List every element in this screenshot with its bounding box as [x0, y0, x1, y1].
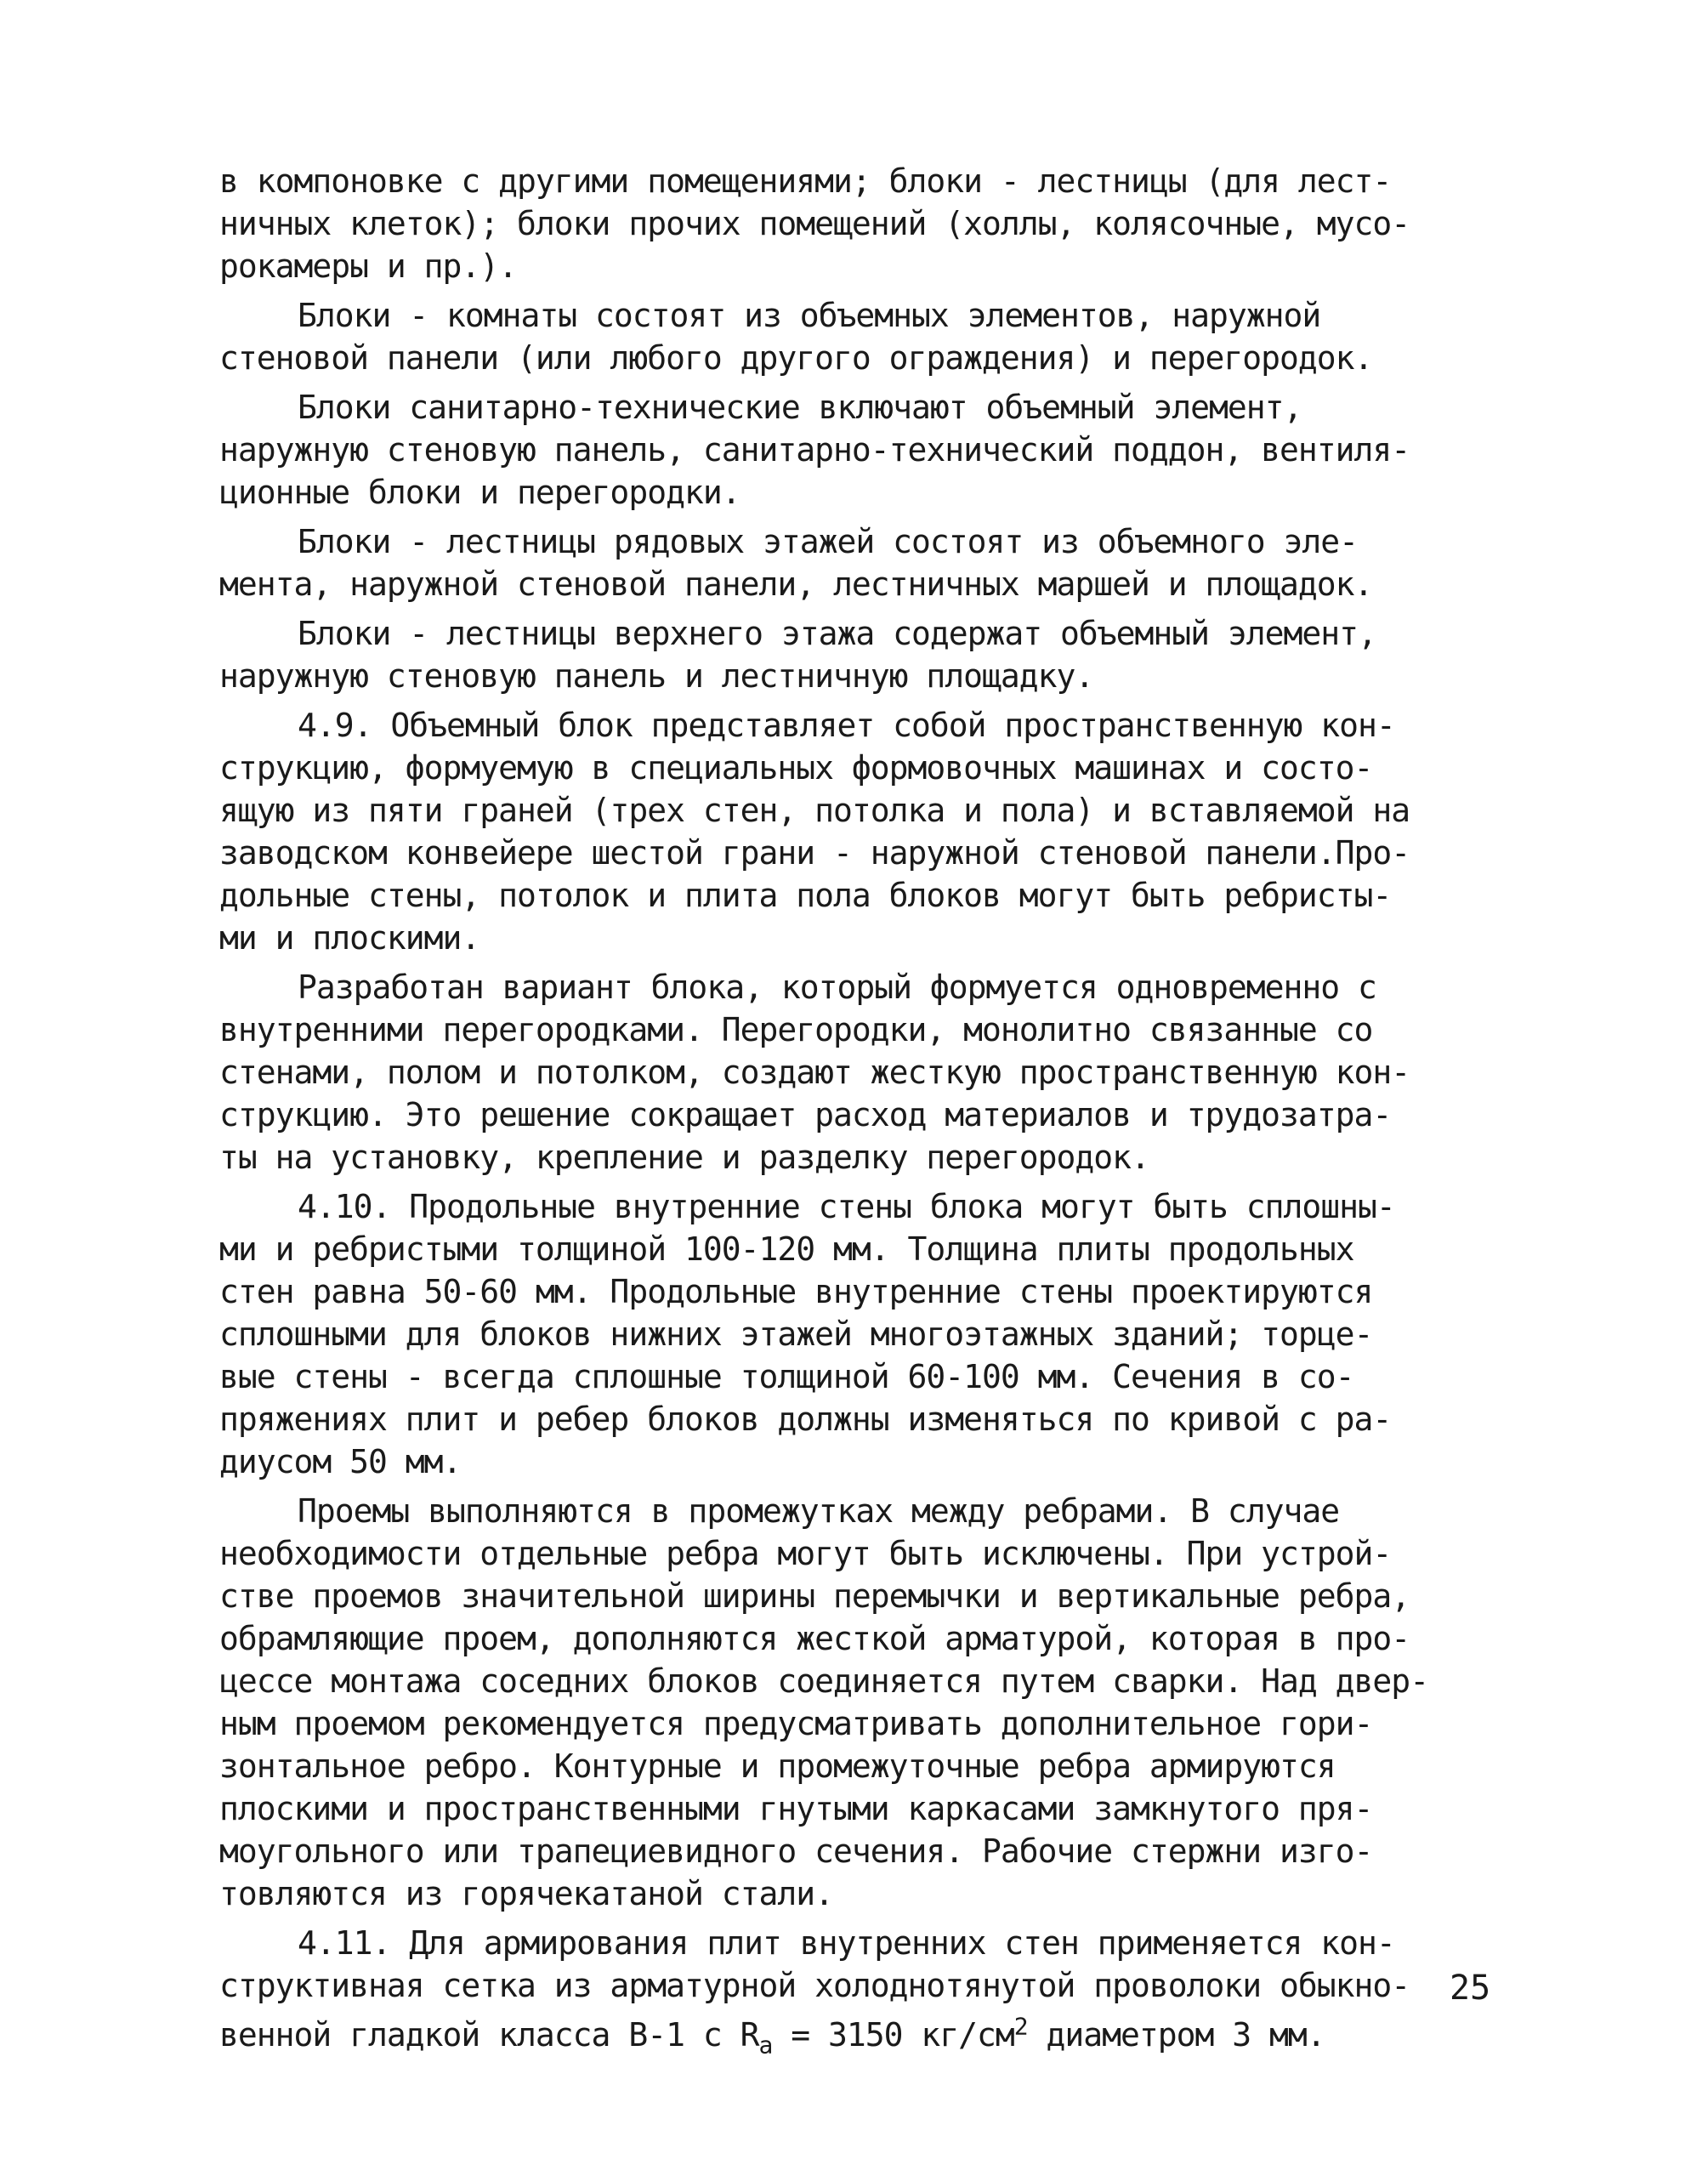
text-line: наружную стеновую панель, санитарно-технический поддон, вентиля- — [219, 431, 1410, 469]
text-line: обрамляющие проем, дополняются жесткой арматурой, которая в про- — [219, 1620, 1410, 1657]
text-line: ты на установку, крепление и разделку перегородок. — [219, 1139, 1149, 1176]
text-line: сплошными для блоков нижних этажей многоэтажных зданий; торце- — [219, 1315, 1373, 1353]
text-line: товляются из горячекатаной стали. — [219, 1875, 833, 1912]
text-line: стен равна 50-60 мм. Продольные внутренние стены проектируются — [219, 1273, 1373, 1310]
paragraph — [219, 612, 1495, 697]
text-line: наружную стеновую панель и лестничную площадку. — [219, 657, 1094, 695]
page-number: 25 — [1450, 1969, 1491, 2008]
paragraph — [219, 294, 1495, 379]
text-line: ми и плоскими. — [219, 919, 480, 957]
text-line: Блоки санитарно-технические включают объемный элемент, — [298, 389, 1302, 426]
subscript: а — [758, 2031, 773, 2060]
text-line: цессе монтажа соседних блоков соединяется путем сварки. Над двер- — [219, 1662, 1429, 1700]
paragraph — [219, 386, 1495, 514]
last-line-paragraph — [219, 2012, 1495, 2060]
paragraph — [219, 966, 1495, 1179]
text-fragment: = 3150 кг/см — [772, 2016, 1014, 2054]
text-line: заводском конвейере шестой грани - наружной стеновой панели.Про- — [219, 834, 1410, 872]
text-line: 4.10. Продольные внутренние стены блока могут быть сплошны- — [298, 1188, 1395, 1225]
text-line: 4.9. Объемный блок представляет собой пространственную кон- — [298, 707, 1395, 744]
text-line: Блоки - лестницы верхнего этажа содержат объемный элемент, — [298, 615, 1376, 652]
text-line: струкцию. Это решение сокращает расход материалов и трудозатра- — [219, 1096, 1392, 1133]
text-line: 4.11. Для армирования плит внутренних стен применяется кон- — [298, 1924, 1395, 1962]
text-line — [219, 2012, 1495, 2060]
text-line: ми и ребристыми толщиной 100-120 мм. Толщина плиты продольных — [219, 1230, 1354, 1268]
text-line: рокамеры и пр.). — [219, 247, 518, 285]
text-line: ционные блоки и перегородки. — [219, 474, 741, 511]
paragraph — [219, 704, 1495, 959]
text-fragment: диаметром 3 мм. — [1027, 2016, 1325, 2054]
text-line: вые стены - всегда сплошные толщиной 60-100 мм. Сечения в со- — [219, 1358, 1354, 1395]
text-line: мента, наружной стеновой панели, лестничных маршей и площадок. — [219, 565, 1373, 603]
text-line: пряжениях плит и ребер блоков должны изменяться по кривой с ра- — [219, 1401, 1392, 1438]
paragraph — [219, 1490, 1495, 1915]
text-line: в компоновке с другими помещениями; блоки - лестницы (для лест- — [219, 162, 1392, 200]
text-line: стве проемов значительной ширины перемычки и вертикальные ребра, — [219, 1577, 1410, 1615]
text-line: структивная сетка из арматурной холоднотянутой проволоки обыкно- — [219, 1967, 1410, 2004]
text-line: ным проемом рекомендуется предусматривать дополнительное гори- — [219, 1705, 1373, 1742]
text-line: необходимости отдельные ребра могут быть исключены. При устрой- — [219, 1535, 1392, 1572]
page-body — [219, 160, 1495, 2063]
text-line: дольные стены, потолок и плита пола блоков могут быть ребристы- — [219, 877, 1392, 914]
text-line: зонтальное ребро. Контурные и промежуточные ребра армируются — [219, 1747, 1336, 1785]
text-line: плоскими и пространственными гнутыми каркасами замкнутого пря- — [219, 1790, 1373, 1827]
text-line: моугольного или трапециевидного сечения. Рабочие стержни изго- — [219, 1832, 1373, 1870]
text-line: диусом 50 мм. — [219, 1443, 462, 1480]
text-line: ничных клеток); блоки прочих помещений (холлы, колясочные, мусо- — [219, 205, 1410, 242]
text-line: внутренними перегородками. Перегородки, монолитно связанные со — [219, 1011, 1373, 1048]
text-line: Разработан вариант блока, который формуется одновременно с — [298, 969, 1376, 1006]
paragraph — [219, 520, 1495, 605]
text-fragment: венной гладкой класса В-1 с R — [219, 2016, 759, 2054]
text-line: Проемы выполняются в промежутках между ребрами. В случае — [298, 1492, 1340, 1530]
paragraph — [219, 1922, 1495, 2007]
text-body — [219, 160, 1495, 2007]
text-line: Блоки - комнаты состоят из объемных элементов, наружной — [298, 297, 1321, 334]
paragraph — [219, 160, 1495, 287]
paragraph — [219, 1185, 1495, 1483]
text-line: стенами, полом и потолком, создают жесткую пространственную кон- — [219, 1054, 1410, 1091]
text-line: стеновой панели (или любого другого ограждения) и перегородок. — [219, 339, 1373, 377]
text-line: ящую из пяти граней (трех стен, потолка и пола) и вставляемой на — [219, 792, 1410, 829]
text-line: струкцию, формуемую в специальных формовочных машинах и состо- — [219, 749, 1373, 787]
text-line: Блоки - лестницы рядовых этажей состоят из объемного эле- — [298, 523, 1359, 560]
superscript: 2 — [1013, 2012, 1028, 2041]
